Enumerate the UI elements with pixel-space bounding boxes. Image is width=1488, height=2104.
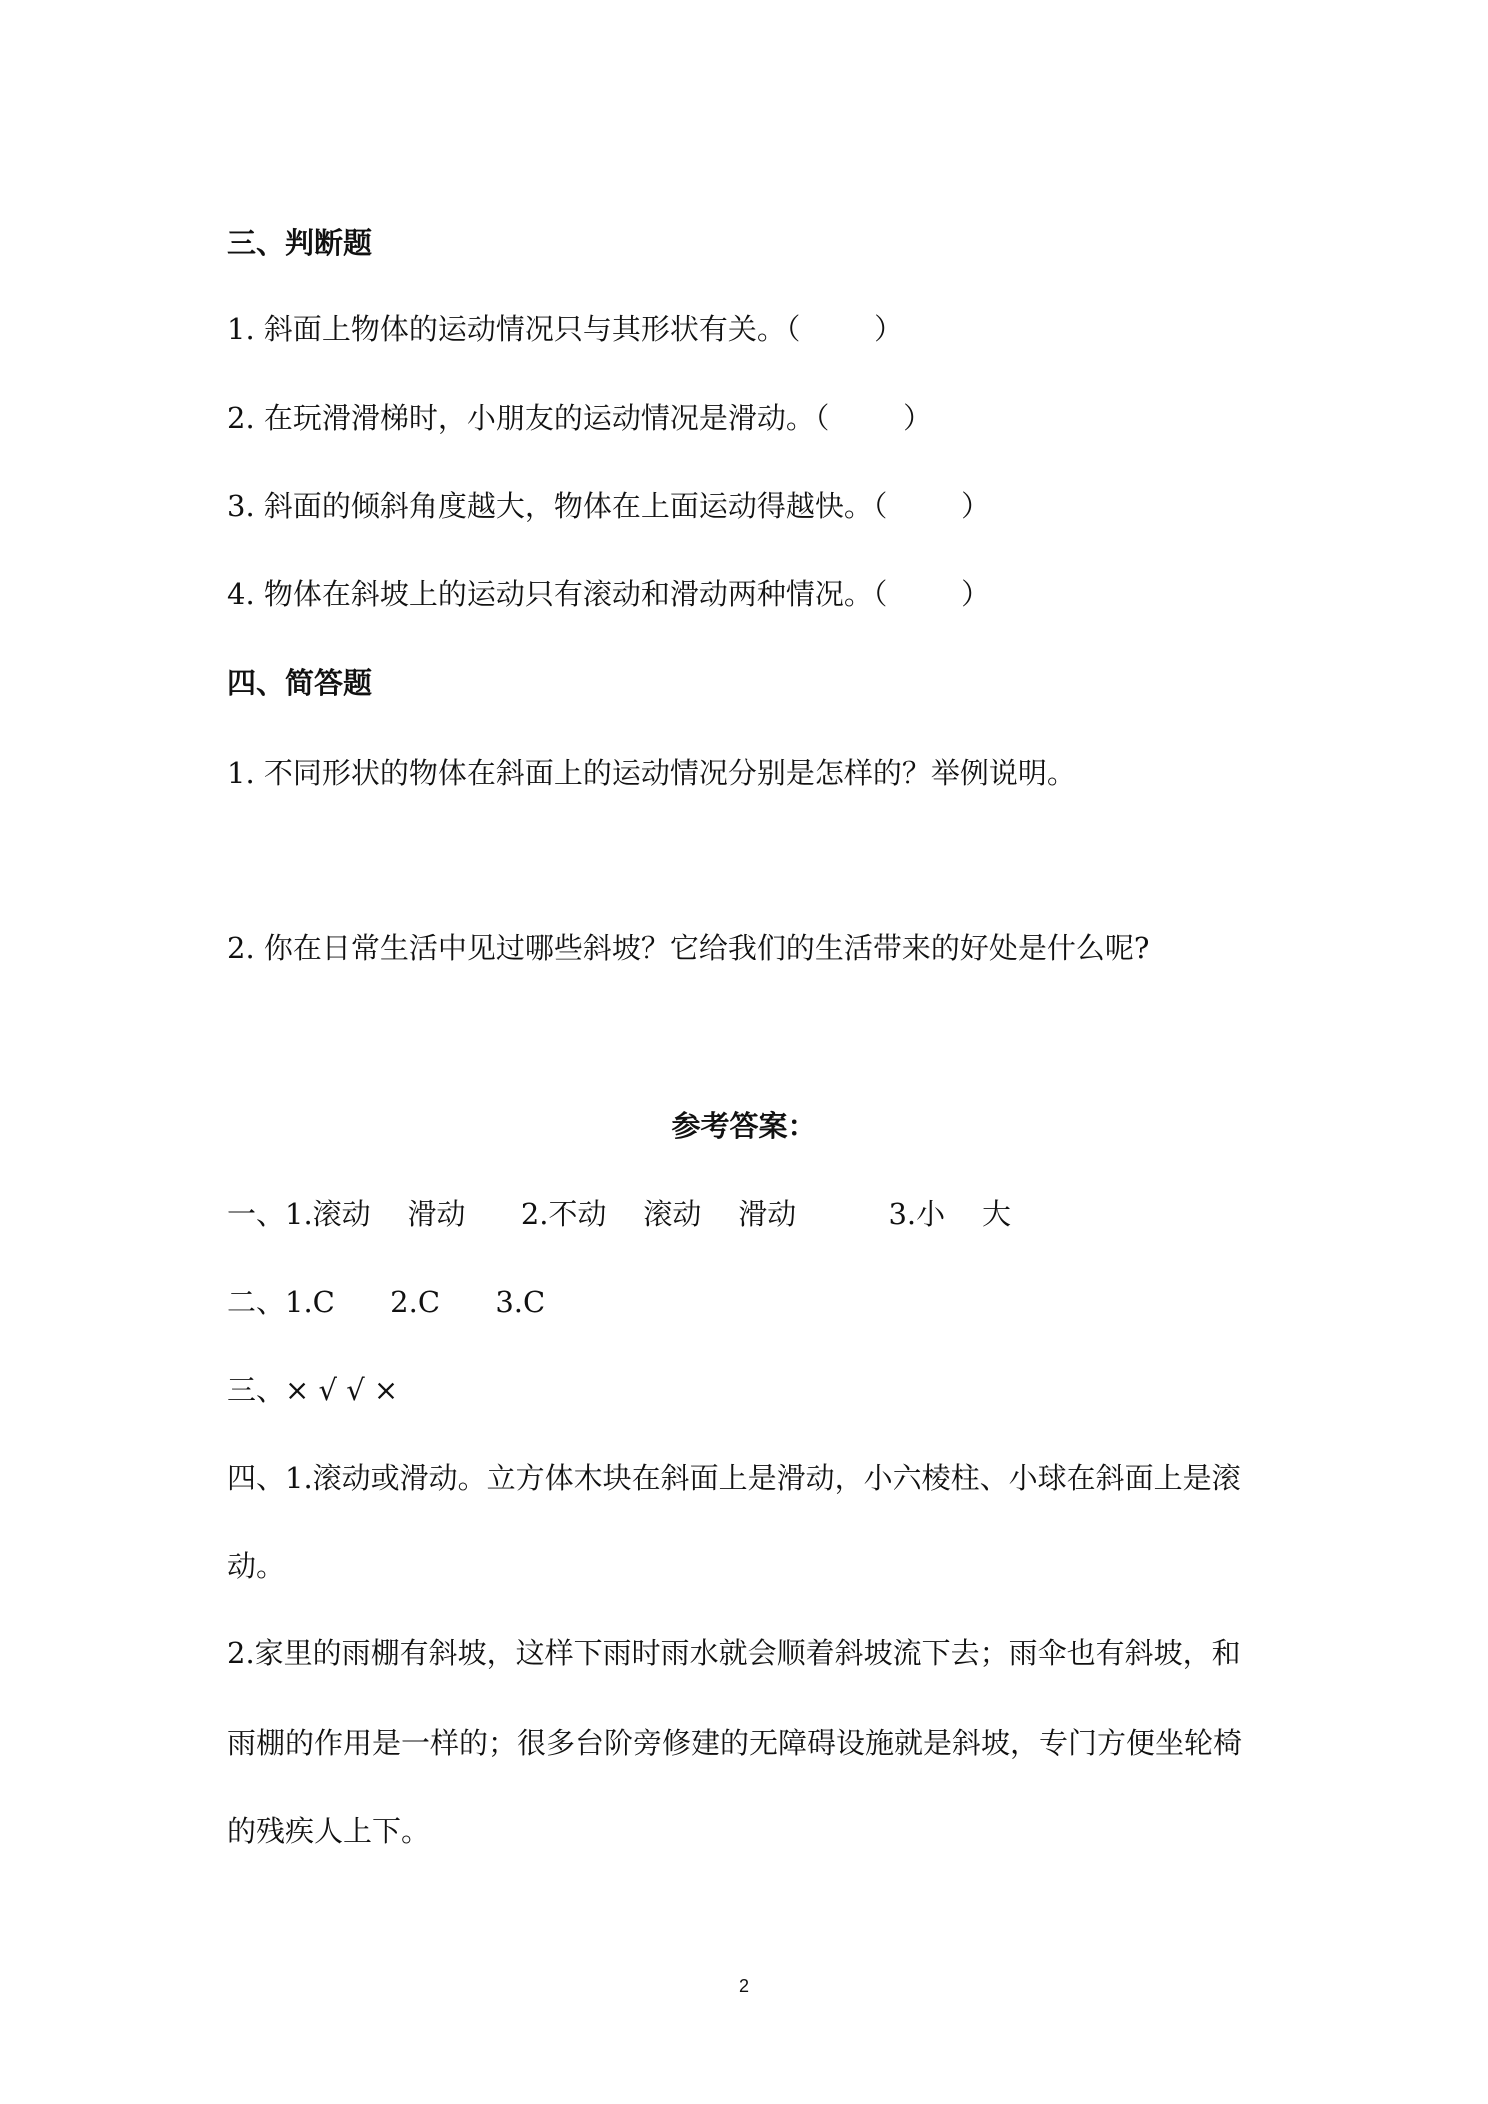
judgment-question-4: 4. 物体在斜坡上的运动只有滚动和滑动两种情况。（ ）	[227, 577, 991, 611]
answer-line-7: 雨棚的作用是一样的；很多台阶旁修建的无障碍设施就是斜坡，专门方便坐轮椅	[227, 1726, 1243, 1760]
short-answer-question-1: 1. 不同形状的物体在斜面上的运动情况分别是怎样的？举例说明。	[227, 756, 1076, 790]
answer-line-8: 的残疾人上下。	[227, 1814, 431, 1848]
answer-line-3: 三、× √ √ ×	[227, 1373, 399, 1407]
section-heading-short-answer: 四、简答题	[227, 666, 373, 700]
short-answer-question-2: 2. 你在日常生活中见过哪些斜坡？它给我们的生活带来的好处是什么呢?	[227, 931, 1150, 965]
answer-line-4: 四、1.滚动或滑动。立方体木块在斜面上是滑动，小六棱柱、小球在斜面上是滚	[227, 1461, 1241, 1495]
judgment-question-3: 3. 斜面的倾斜角度越大，物体在上面运动得越快。（ ）	[227, 489, 991, 523]
answer-key-title: 参考答案：	[671, 1109, 817, 1143]
answer-line-1: 一、1.滚动 滑动 2.不动 滚动 滑动 3.小 大	[227, 1197, 1011, 1231]
answer-line-5: 动。	[227, 1549, 286, 1583]
judgment-question-2: 2. 在玩滑滑梯时，小朋友的运动情况是滑动。（ ）	[227, 401, 933, 435]
answer-line-2: 二、1.C 2.C 3.C	[227, 1285, 546, 1319]
answer-line-6: 2.家里的雨棚有斜坡，这样下雨时雨水就会顺着斜坡流下去；雨伞也有斜坡，和	[227, 1636, 1241, 1670]
page-number: 2	[738, 1976, 749, 1996]
section-heading-judgment: 三、判断题	[227, 226, 373, 260]
judgment-question-1: 1. 斜面上物体的运动情况只与其形状有关。（ ）	[227, 312, 904, 346]
